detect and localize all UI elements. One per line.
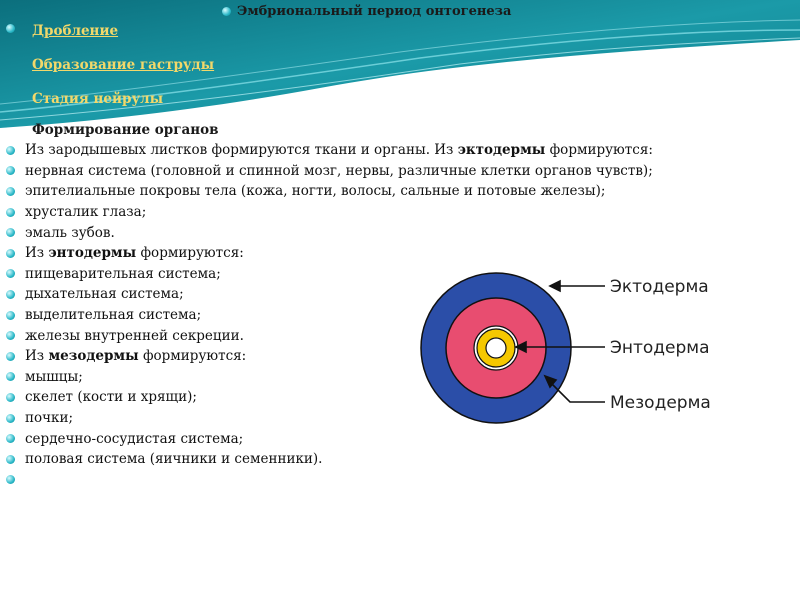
- line-bullet-icon: [6, 475, 15, 484]
- line-text: почки;: [25, 410, 74, 427]
- line-text: эмаль зубов.: [25, 224, 115, 241]
- line-bullet-icon: [6, 434, 15, 443]
- line-text: скелет (кости и хрящи);: [25, 389, 197, 406]
- line-bullet-icon: [6, 311, 15, 320]
- link-cleavage[interactable]: Дробление: [32, 23, 119, 39]
- content-line: [6, 181, 653, 202]
- content-line: [6, 140, 653, 161]
- line-text: эпителиальные покровы тела (кожа, ногти, волосы, сальные и потовые железы);: [25, 183, 606, 200]
- line-bullet-icon: [6, 269, 15, 278]
- line-text: нервная система (головной и спинной мозг, нервы, различные клетки органов чувств);: [25, 162, 653, 179]
- line-text: Из энтодермы формируются:: [25, 245, 244, 262]
- content-line: [6, 470, 653, 491]
- label-ectoderm: Эктодерма: [610, 277, 709, 297]
- germ-layers-diagram: [410, 262, 740, 462]
- label-mesoderm: Мезодерма: [610, 393, 711, 413]
- line-text: дыхательная система;: [25, 286, 184, 303]
- line-bullet-icon: [6, 187, 15, 196]
- line-bullet-icon: [6, 146, 15, 155]
- core: [486, 338, 506, 358]
- line-text: сердечно-сосудистая система;: [25, 430, 244, 447]
- content-line: [6, 202, 653, 223]
- slide-title: [222, 4, 511, 19]
- line-bullet-icon: [6, 455, 15, 464]
- link-row-cleavage: [6, 24, 15, 33]
- slide-title-text: Эмбриональный период онтогенеза: [237, 4, 512, 19]
- line-text: мышцы;: [25, 368, 83, 385]
- line-bullet-icon: [6, 352, 15, 361]
- line-bullet-icon: [6, 290, 15, 299]
- line-bullet-icon: [6, 331, 15, 340]
- line-text: половая система (яичники и семенники).: [25, 451, 323, 468]
- link-neurula[interactable]: Стадия нейрулы: [32, 91, 164, 107]
- title-bullet-icon: [222, 7, 231, 16]
- line-text: выделительная система;: [25, 307, 202, 324]
- line-text: Из зародышевых листков формируются ткани и органы. Из эктодермы формируются:: [25, 142, 653, 159]
- content-line: [6, 222, 653, 243]
- link-gastrula[interactable]: Образование гаструды: [32, 57, 215, 73]
- label-endoderm: Энтодерма: [610, 338, 710, 358]
- line-text: железы внутренней секреции.: [25, 327, 244, 344]
- line-text: хрусталик глаза;: [25, 204, 147, 221]
- ectoderm-arrow-head: [550, 281, 560, 291]
- content-line: [6, 161, 653, 182]
- line-bullet-icon: [6, 372, 15, 381]
- line-bullet-icon: [6, 208, 15, 217]
- line-bullet-icon: [6, 393, 15, 402]
- line-bullet-icon: [6, 414, 15, 423]
- line-bullet-icon: [6, 228, 15, 237]
- section-title: Формирование органов: [32, 122, 219, 138]
- line-bullet-icon: [6, 166, 15, 175]
- link-bullet-icon: [6, 24, 15, 33]
- line-bullet-icon: [6, 249, 15, 258]
- line-text: пищеварительная система;: [25, 265, 221, 282]
- content-line: [6, 243, 653, 264]
- line-text: Из мезодермы формируются:: [25, 348, 247, 365]
